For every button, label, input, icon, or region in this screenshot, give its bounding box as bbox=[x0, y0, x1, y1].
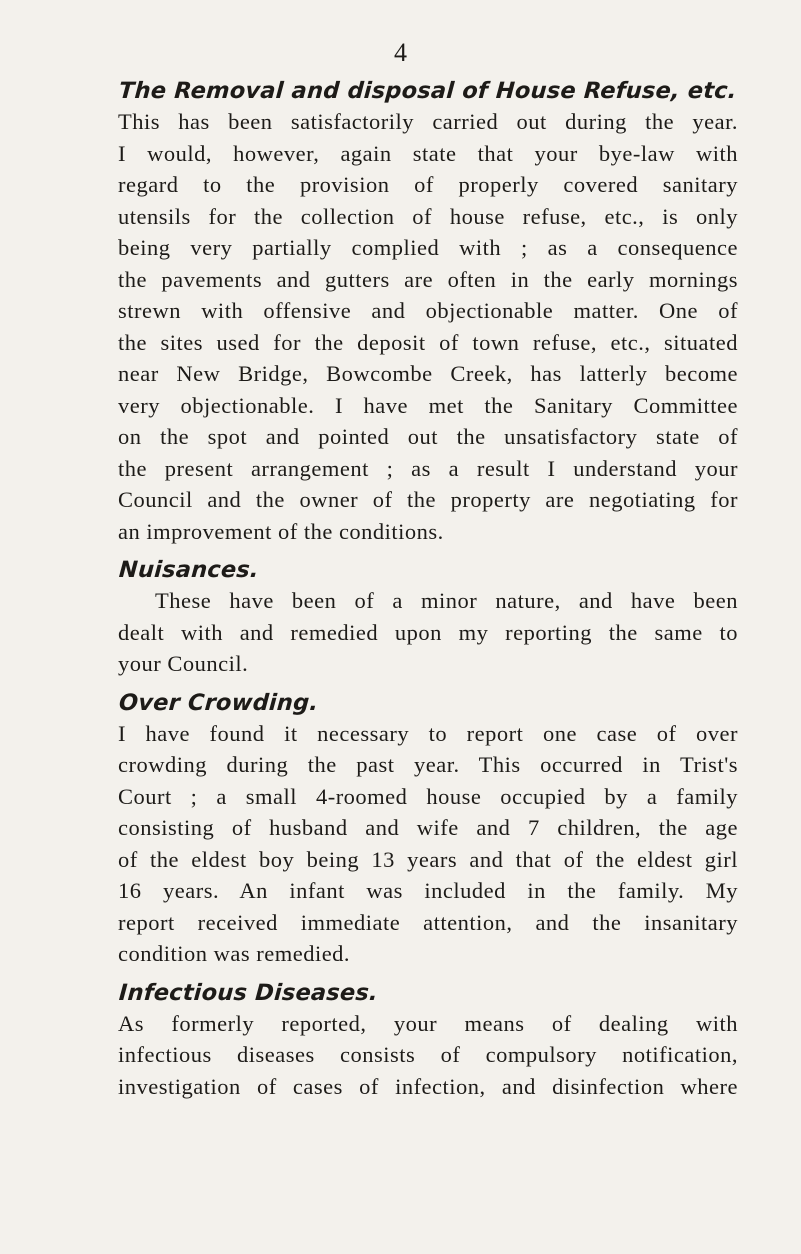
section-heading: Over Crowding. bbox=[118, 689, 320, 716]
paragraph-line: on the spot and pointed out the unsatisfactory state of bbox=[118, 424, 738, 449]
paragraph-line: of the eldest boy being 13 years and that of the eldest girl bbox=[118, 846, 738, 872]
paragraph-line: crowding during the past year. This occurred in Trist's bbox=[118, 752, 738, 777]
paragraph-line: your Council. bbox=[118, 651, 249, 676]
paragraph-line: an improvement of the conditions. bbox=[118, 518, 444, 544]
section-heading: The Removal and disposal of House Refuse, etc. bbox=[118, 78, 738, 104]
paragraph-line: These have been of a minor nature, and have been bbox=[155, 588, 738, 613]
section-over-crowding bbox=[118, 688, 738, 970]
paragraph-line: strewn with offensive and objectionable matter. One of bbox=[118, 298, 738, 323]
section-heading: Nuisances. bbox=[118, 557, 260, 583]
paragraph-line: As formerly reported, your means of dealing with bbox=[118, 1010, 738, 1036]
paragraph-line: the pavements and gutters are often in the early mornings bbox=[118, 266, 738, 292]
paragraph-line: report received immediate attention, and the insanitary bbox=[118, 909, 738, 935]
paragraph-line: the present arrangement ; as a result I understand your bbox=[118, 455, 738, 481]
section-heading: Infectious Diseases. bbox=[118, 979, 379, 1006]
paragraph-line: investigation of cases of infection, and disinfection where bbox=[118, 1073, 738, 1099]
paragraph-line: infectious diseases consists of compulsory notification, bbox=[118, 1042, 738, 1067]
paragraph-line: Court ; a small 4-roomed house occupied by a family bbox=[118, 783, 738, 809]
paragraph-line: I would, however, again state that your bye-law with bbox=[118, 140, 738, 166]
document-body bbox=[118, 76, 738, 1110]
paragraph-line: consisting of husband and wife and 7 children, the age bbox=[118, 815, 738, 840]
paragraph-line: 16 years. An infant was included in the family. My bbox=[118, 878, 738, 903]
paragraph-line: Council and the owner of the property are negotiating for bbox=[118, 487, 738, 512]
page-number: 4 bbox=[394, 38, 407, 67]
paragraph-line: utensils for the collection of house refuse, etc., is only bbox=[118, 203, 738, 229]
paragraph-line: I have found it necessary to report one case of over bbox=[118, 720, 738, 746]
paragraph-line: condition was remedied. bbox=[118, 941, 351, 966]
paragraph-line: very objectionable. I have met the Sanitary Committee bbox=[118, 392, 738, 418]
paragraph-line: dealt with and remedied upon my reporting the same to bbox=[118, 619, 738, 645]
paragraph-line: regard to the provision of properly covered sanitary bbox=[118, 172, 738, 197]
section-infectious-diseases bbox=[118, 978, 738, 1103]
paragraph-line: the sites used for the deposit of town refuse, etc., situated bbox=[118, 329, 738, 355]
section-nuisances bbox=[118, 555, 738, 680]
section-house-refuse bbox=[118, 76, 738, 547]
paragraph-line: near New Bridge, Bowcombe Creek, has latterly become bbox=[118, 361, 738, 386]
paragraph-line: This has been satisfactorily carried out during the year. bbox=[118, 109, 738, 134]
paragraph-line: being very partially complied with ; as a consequence bbox=[118, 235, 738, 260]
